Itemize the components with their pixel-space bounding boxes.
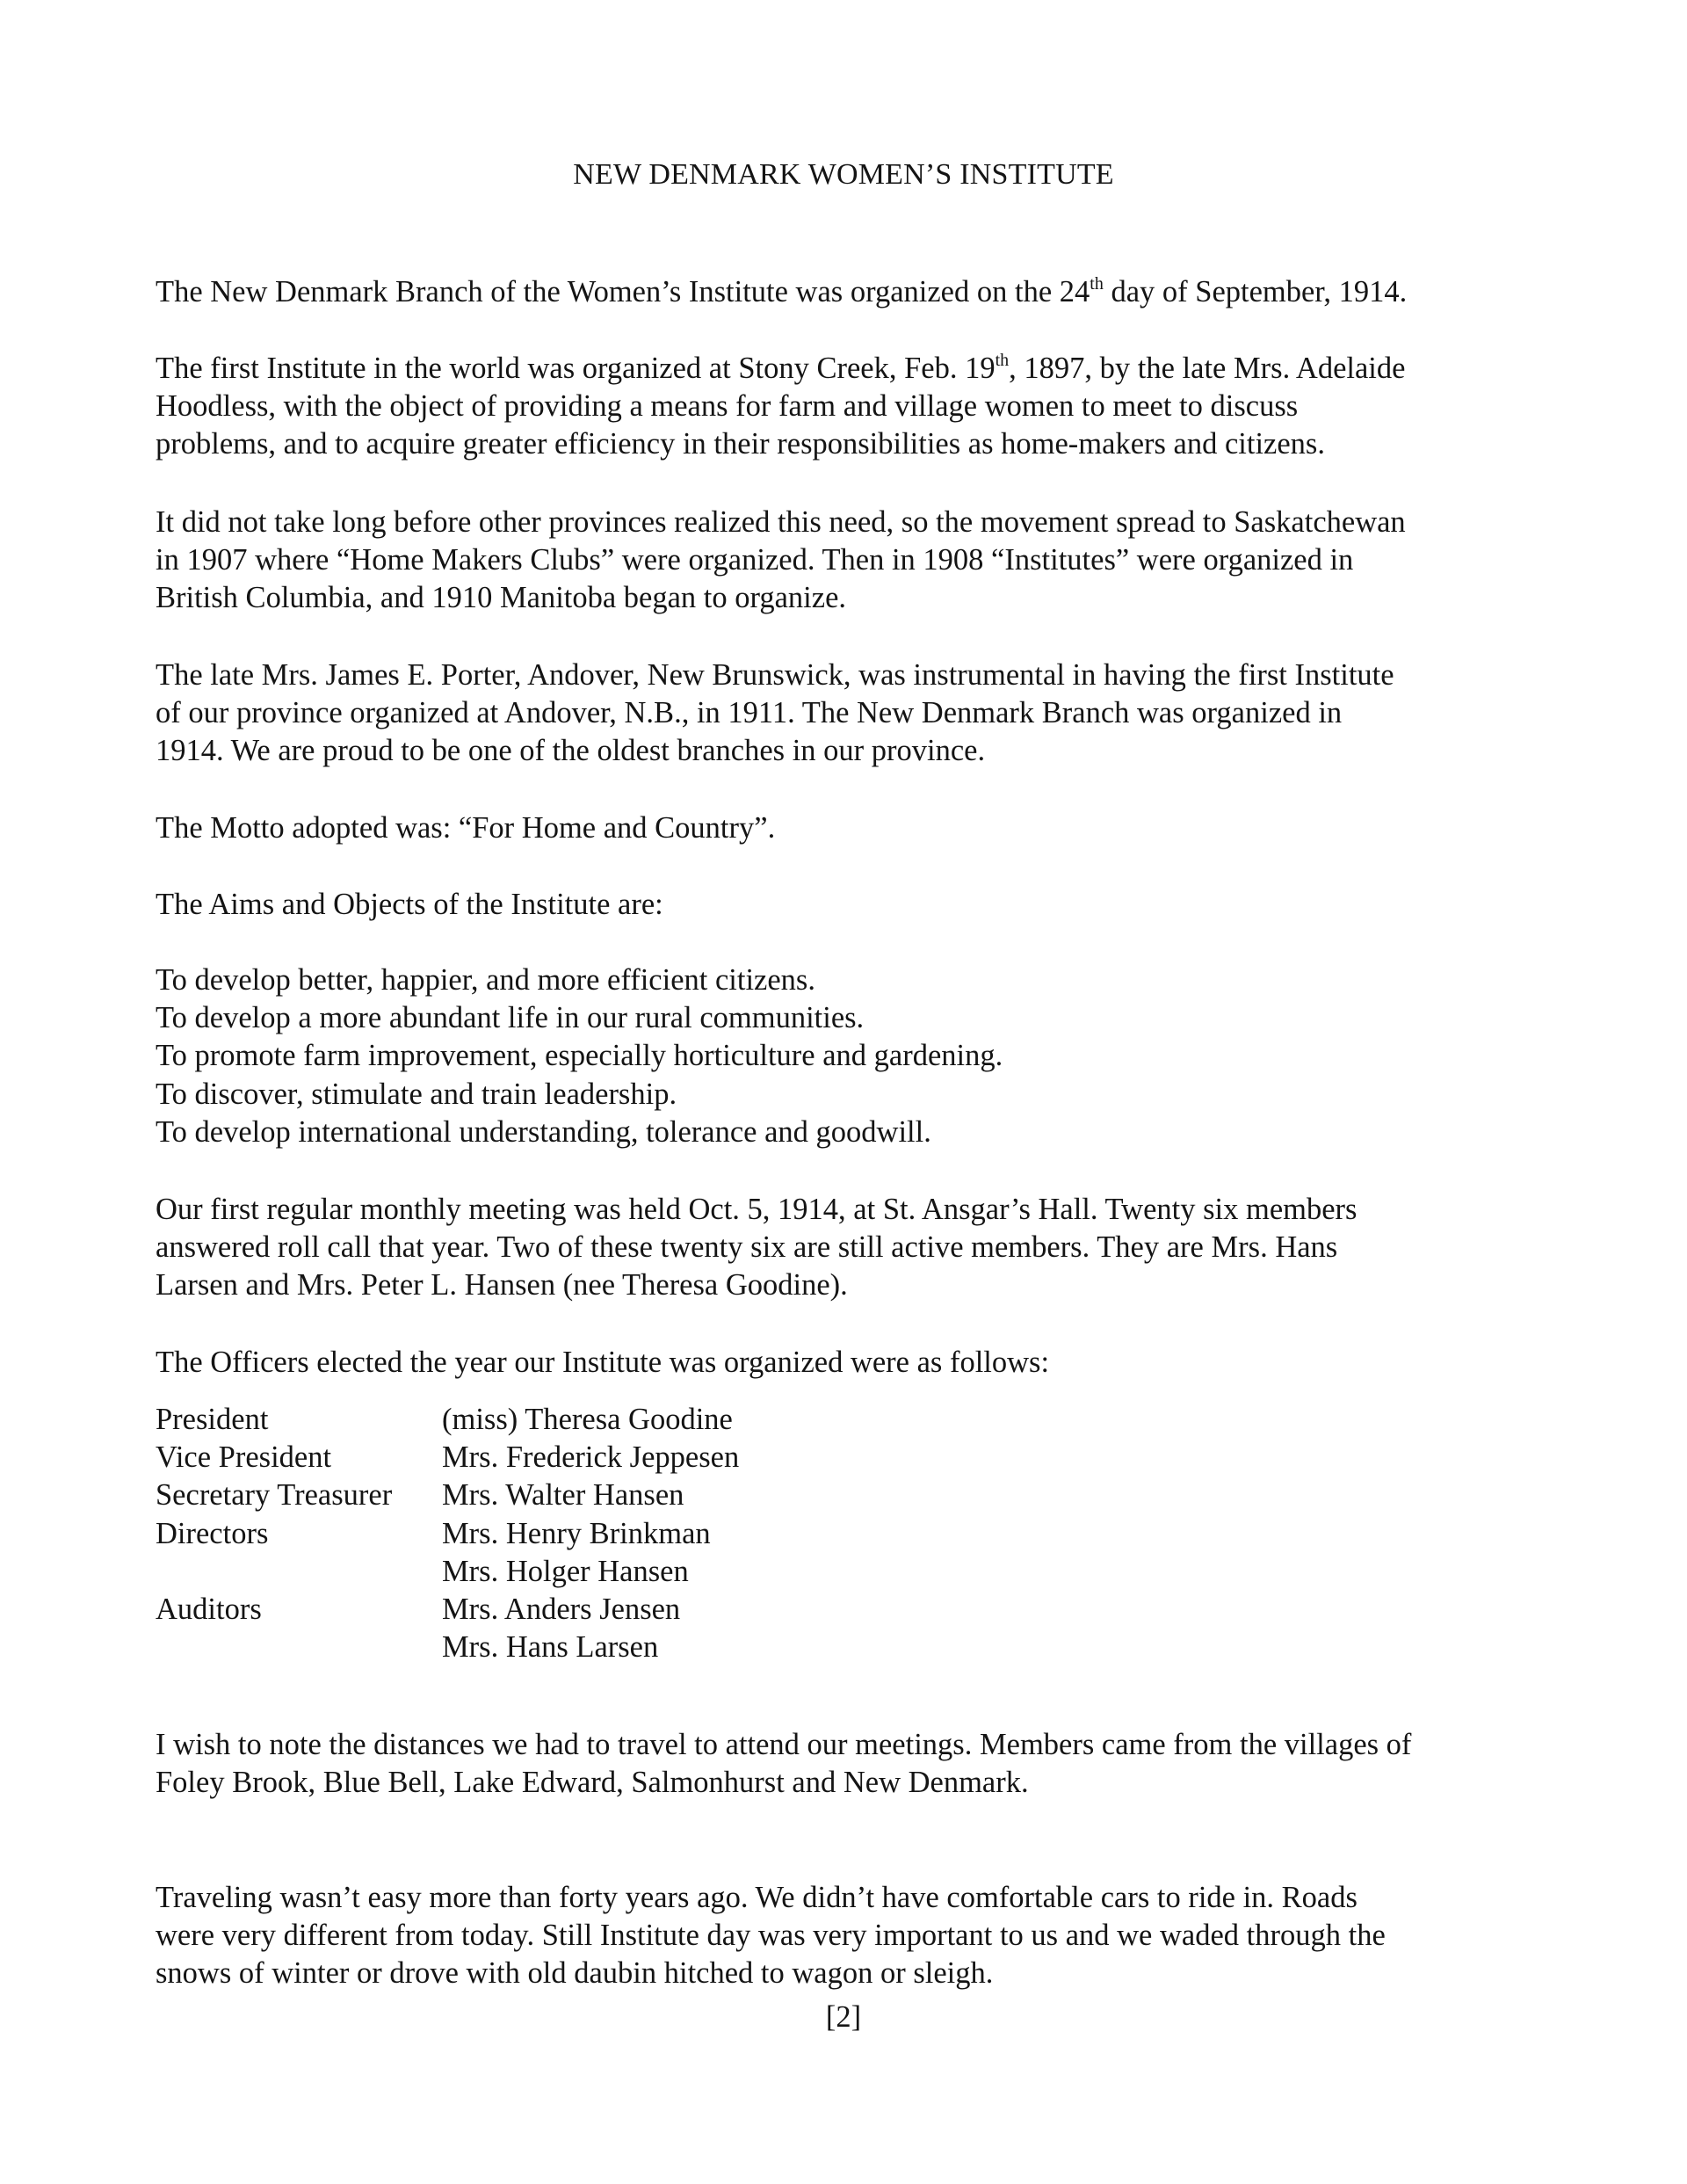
line-text: Hoodless, with the object of providing a means for farm and village women to meet to discuss [156,389,1299,424]
text-line [156,1229,1544,1266]
text-line [156,1076,1544,1114]
ordinal-suffix: th [995,351,1010,370]
officer-name: Mrs. Hans Larsen [442,1630,659,1665]
text-line [156,999,1544,1037]
text-line [156,541,1544,579]
officer-name: (miss) Theresa Goodine [442,1403,733,1436]
line-text: British Columbia, and 1910 Manitoba began to organize. [156,581,847,615]
paragraph-porter [156,657,1544,771]
line-text: snows of winter or drove with old daubin hitched to wagon or sleigh. [156,1956,994,1991]
line-text: Foley Brook, Blue Bell, Lake Edward, Salmonhurst and New Denmark. [156,1766,1029,1800]
paragraph-first-meeting [156,1191,1544,1305]
paragraph-motto [156,809,1544,847]
text-line [156,1344,1544,1382]
text-line [156,1764,1544,1802]
officer-name: Mrs. Henry Brinkman [442,1516,711,1550]
text-line [156,1879,1544,1917]
line-text: The late Mrs. James E. Porter, Andover, New Brunswick, was instrumental in having the first Institute [156,658,1394,692]
line-text: I wish to note the distances we had to travel to attend our meetings. Members came from the villages of [156,1728,1412,1761]
officer-name: Mrs. Holger Hansen [442,1554,689,1588]
line-text: It did not take long before other provinces realized this need, so the movement spread to Saskatchewan [156,505,1406,539]
line-text: of our province organized at Andover, N.B., in 1911. The New Denmark Branch was organized in [156,696,1343,730]
text-line [156,1955,1544,1992]
text-line [156,1726,1544,1764]
line-text: The New Denmark Branch of the Women’s Institute was organized on the 24 [156,275,1090,308]
paragraph-movement-spread [156,504,1544,618]
text-line [156,1266,1544,1304]
line-text: To develop a more abundant life in our rural communities. [156,1001,865,1035]
line-text: Larsen and Mrs. Peter L. Hansen (nee Theresa Goodine). [156,1268,848,1302]
text-line [156,886,1544,924]
text-line [156,732,1544,770]
line-text-continued: , 1897, by the late Mrs. Adelaide [1009,352,1406,385]
line-text: 1914. We are proud to be one of the oldest branches in our province. [156,734,986,768]
paragraph-officers-intro [156,1344,1544,1382]
text-line [156,809,1544,847]
line-text: The first Institute in the world was organized at Stony Creek, Feb. 19 [156,352,996,385]
text-line [156,388,1544,425]
line-text-continued: day of September, 1914. [1103,275,1408,308]
paragraph-organized [156,273,1544,311]
text-line [156,657,1544,694]
paragraph-first-institute [156,350,1544,464]
line-text: in 1907 where “Home Makers Clubs” were organized. Then in 1908 “Institutes” were organized in [156,543,1354,577]
text-line [156,504,1544,541]
officer-role: Vice President [156,1440,332,1475]
officer-role: Auditors [156,1592,262,1626]
ordinal-suffix: th [1090,274,1104,294]
text-line [156,579,1544,617]
line-text: answered roll call that year. Two of these twenty six are still active members. They are Mrs. Hans [156,1230,1338,1265]
text-line [156,961,1544,999]
line-text: The Motto adopted was: “For Home and Country”. [156,811,776,845]
line-text: The Aims and Objects of the Institute are: [156,888,663,921]
officer-role: Directors [156,1516,269,1550]
line-text: Our first regular monthly meeting was held Oct. 5, 1914, at St. Ansgar’s Hall. Twenty six members [156,1193,1358,1226]
text-line [156,350,1544,388]
text-line [156,1114,1544,1151]
officer-name: Mrs. Anders Jensen [442,1592,681,1626]
officer-name: Mrs. Frederick Jeppesen [442,1440,740,1475]
text-line [156,273,1544,311]
paragraph-traveling [156,1879,1544,1993]
line-text: were very different from today. Still Institute day was very important to us and we waded through the [156,1919,1386,1953]
line-text: problems, and to acquire greater efficiency in their responsibilities as home-makers and citizens. [156,427,1325,461]
line-text: The Officers elected the year our Institute was organized were as follows: [156,1346,1050,1379]
text-line [156,1191,1544,1229]
line-text: To develop better, happier, and more efficient citizens. [156,963,815,997]
line-text: To develop international understanding, tolerance and goodwill. [156,1114,931,1149]
document-title: NEW DENMARK WOMEN’S INSTITUTE [573,158,1114,191]
officer-name: Mrs. Walter Hansen [442,1478,684,1513]
officer-role: Secretary Treasurer [156,1478,393,1513]
paragraph-aims-intro [156,886,1544,924]
text-line [156,1917,1544,1955]
paragraph-aims-list [156,961,1544,1151]
line-text: To discover, stimulate and train leadership. [156,1077,677,1111]
text-line [156,694,1544,732]
line-text: Traveling wasn’t easy more than forty years ago. We didn’t have comfortable cars to ride in. Roads [156,1881,1358,1914]
text-line [156,425,1544,463]
page-number: [2] [825,2000,862,2034]
text-line [156,1037,1544,1075]
paragraph-distances [156,1726,1544,1802]
line-text: To promote farm improvement, especially horticulture and gardening. [156,1039,1003,1073]
officer-role: President [156,1403,269,1436]
